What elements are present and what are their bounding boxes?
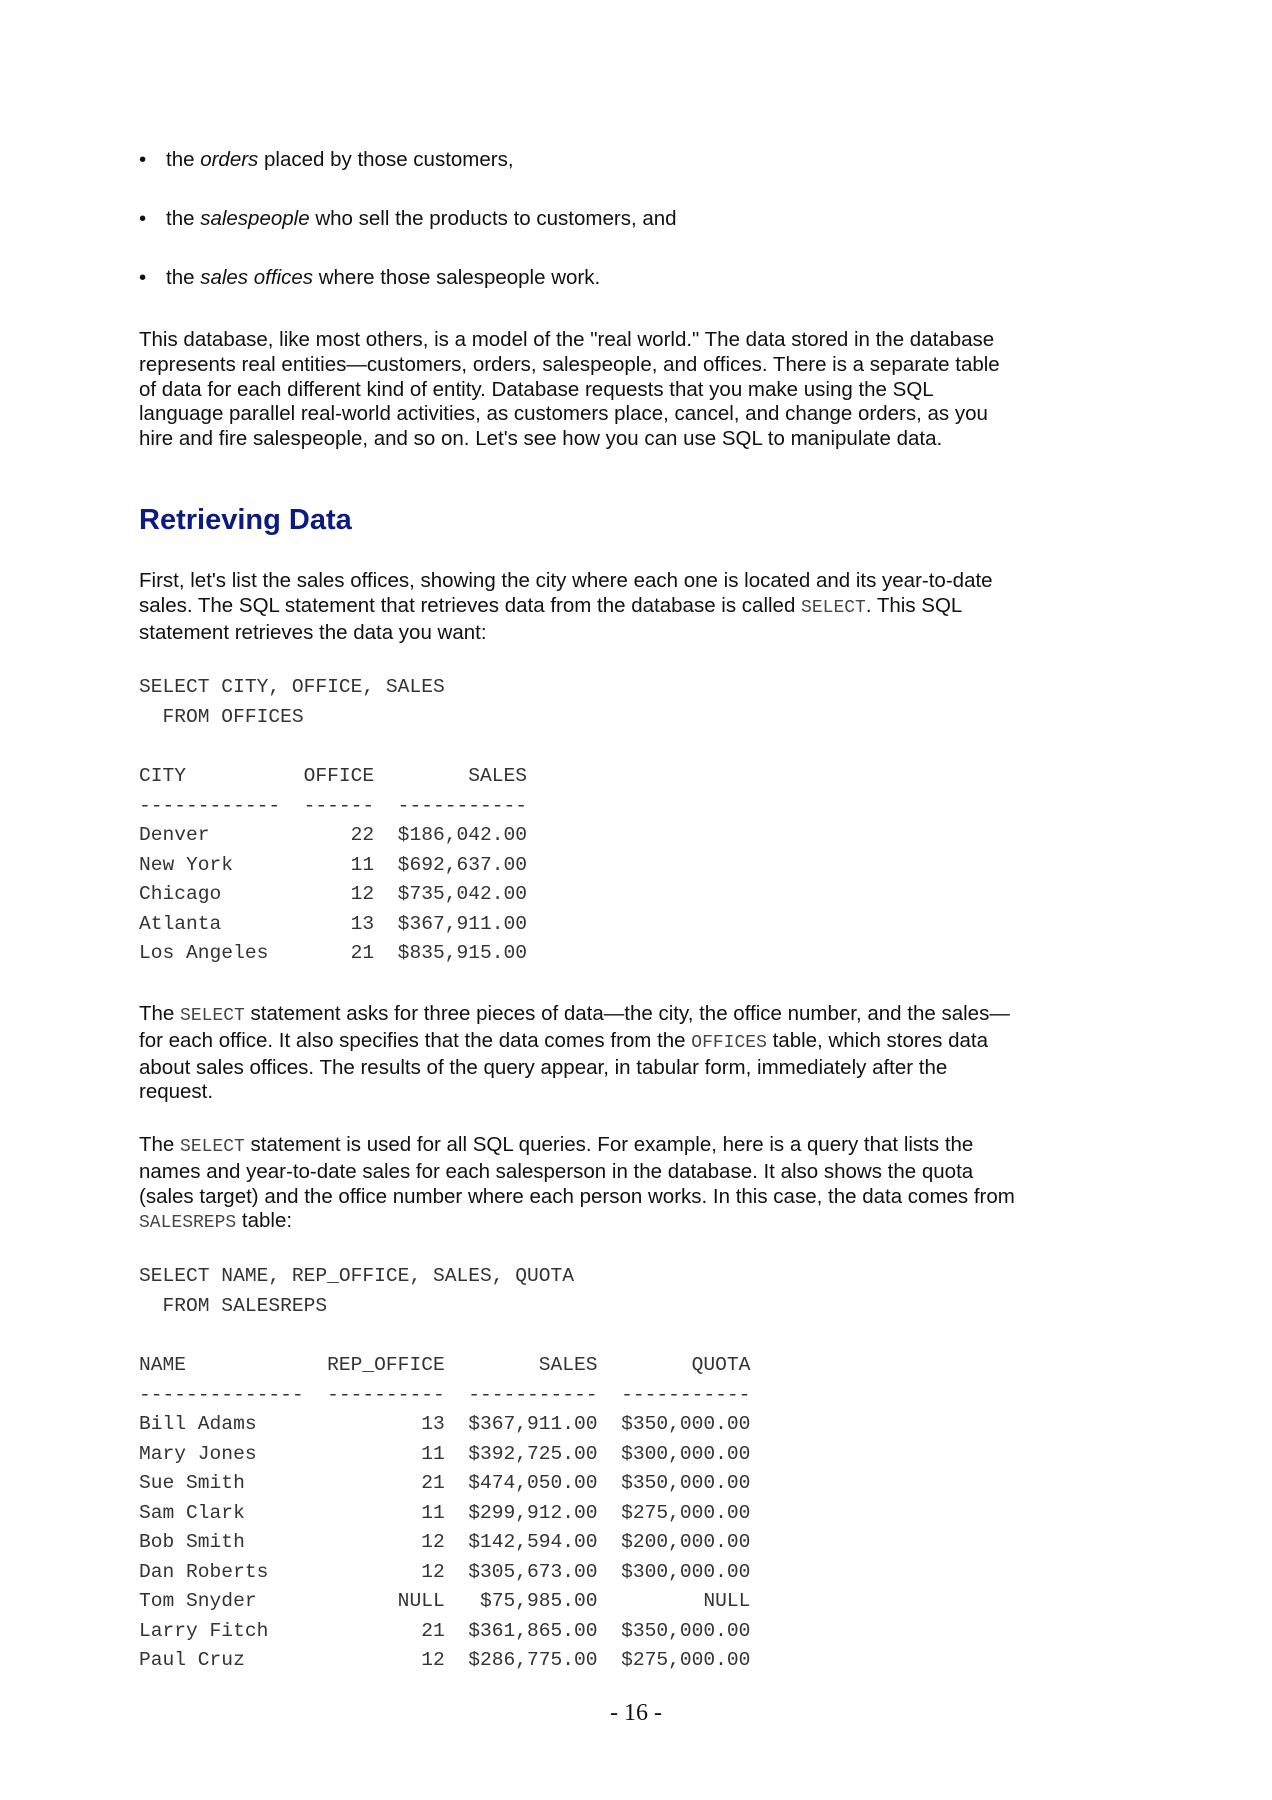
paragraph-text: statement is used for all SQL queries. For example, here is a query that lists the names and year-to-date sales for each salesperson in the database. It also shows the quota (sales target) and the office number where each person works. In this case, the data comes from [139,1133,1015,1208]
paragraph-text: The [139,1002,181,1025]
section-heading: Retrieving Data [139,504,352,536]
salesreps-intro-paragraph [139,1133,1019,1236]
paragraph-text: statement asks for three pieces of data—the city, the office number, and the sales—for each office. It also specifies that the data comes from the [139,1002,1010,1052]
bullet-text: the [166,148,201,171]
offices-result-table: CITY OFFICE SALES ------------ ------ ----------- Denver 22 $186,042.00 New York 11 $692,637.00 Chicago 12 $735,042.00 Atlanta 13 $367,911.00 Los Angeles 21 $835,915.00 [139,765,528,964]
bullet-glyph: • [139,148,147,171]
select-explanation-paragraph [139,1002,1019,1105]
bullet-text: the [166,266,201,289]
bullet-item-salespeople [139,207,677,231]
salesreps-query-code: SELECT NAME, REP_OFFICE, SALES, QUOTA FROM SALESREPS [139,1265,575,1317]
bullet-text: who sell the products to customers, and [309,207,677,230]
bullet-emphasis: orders [200,148,259,171]
inline-code: SALESREPS [139,1213,237,1234]
select-intro-paragraph [139,569,1019,645]
bullet-item-sales-offices [139,266,677,290]
intro-paragraph: This database, like most others, is a model of the "real world." The data stored in the database represents real entities—customers, orders, salespeople, and offices. There is a separate table of data for each different kind of entity. Database requests that you make using the SQL language parallel real-world activities, as customers place, cancel, and change orders, as you hire and fire salespeople, and so on. Let's see how you can use SQL to manipulate data. [139,328,1000,451]
bullet-emphasis: salespeople [200,207,310,230]
paragraph-text: First, let's list the sales offices, showing the city where each one is located and its year-to-date sales. The SQL statement that retrieves data from the database is called [139,569,993,617]
inline-code: SELECT [180,1006,245,1026]
paragraph-text: . This SQL statement retrieves the data you want: [139,593,962,644]
paragraph-text: The [139,1133,181,1156]
bullet-text: where those salespeople work. [313,266,601,289]
inline-code: SELECT [180,1137,245,1157]
paragraph-text: table: [236,1209,293,1233]
bullet-emphasis: sales offices [200,266,314,289]
inline-code: OFFICES [691,1032,767,1053]
bullet-glyph: • [139,207,147,230]
offices-query-code: SELECT CITY, OFFICE, SALES FROM OFFICES [139,676,445,728]
inline-code: SELECT [801,597,866,618]
bullet-text: placed by those customers, [258,148,514,171]
bullet-item-orders [139,148,677,172]
paragraph-text: table, which stores data about sales offices. The results of the query appear, in tabular form, immediately after the request. [139,1028,988,1104]
entity-bullet-list [139,148,677,325]
bullet-glyph: • [139,266,147,289]
bullet-text: the [166,207,201,230]
salesreps-result-table: NAME REP_OFFICE SALES QUOTA -------------- ---------- ----------- ----------- Bill Adams 13 $367,911.00 $350,000.00 Mary Jones 11 $392,725.00 $300,000.00 Sue Smith 21 $474,050.00 $350,000.00 Sam Clark 11 $299,912.00 $275,000.00 Bob Smith 12 $142,594.00 $200,000.00 Dan Roberts 12 $305,673.00 $300,000.00 Tom Snyder NULL $75,985.00 NULL Larry Fitch 21 $361,865.00 $350,000.00 Paul Cruz 12 $286,775.00 $275,000.00 [139,1354,751,1671]
page-number: - 16 - [610,1700,662,1726]
